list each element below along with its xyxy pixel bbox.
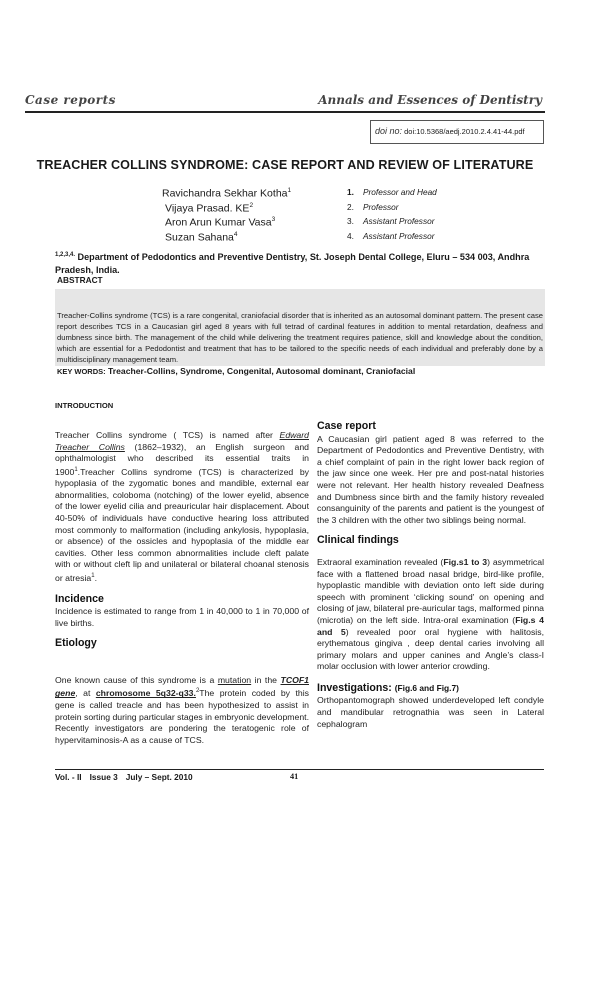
figure-ref: Fig.s 4 and 5 bbox=[317, 614, 544, 637]
article-title: TREACHER COLLINS SYNDROME: CASE REPORT AND REVIEW OF LITERATURE bbox=[36, 158, 534, 172]
etiology-heading: Etiology bbox=[55, 637, 97, 650]
doi-value: doi:10.5368/aedj.2010.2.4.41-44.pdf bbox=[404, 127, 525, 136]
position-item: 4. Assistant Professor bbox=[347, 230, 435, 241]
running-header-journal: Annals and Essences of Dentistry bbox=[318, 93, 542, 107]
doi-box bbox=[370, 120, 544, 144]
footer-rule bbox=[55, 769, 544, 770]
figure-ref: Fig.s1 to 3 bbox=[443, 556, 488, 567]
introduction-paragraph: Treacher Collins syndrome ( TCS) is named after Edward Treacher Collins (1862–1932), an English surgeon and ophthalmologist who described its essential traits in 1900$^1$.Treacher Collins syndrome (TCS) is characterized by hypoplasia of the zygomatic bones and mandible, external ear abnormalities, coloboma (notching) of the lower eyelid, absence of the lower eyelid cilia and preauricular hair displacement. About 40-50% of individuals have conductive hearing loss attributed most commonly to malformation (including ankylosis, hypoplasia, or absence) of the ossicles and hypoplasia of the middle ear cavities. Other less common abnormalities include cleft palate with or without cleft lip and unilateral or bilateral choanal stenosis or atresia$^1$. bbox=[55, 430, 309, 583]
case-report-heading: Case report bbox=[317, 420, 376, 432]
investigations-paragraph: Orthopantomograph showed underdeveloped left condyle and mandibular retrognathia was seen in Lateral cephalogram bbox=[317, 695, 544, 729]
etiology-paragraph: One known cause of this syndrome is a mutation in the TCOF1 gene, at chromosome 5q32-q33.$^2$The protein coded by this gene is called treacle and has been hypothesized to assist in protein sorting during particular stages in embryonic development. Recently investigators are pondering the teratogenic role of hypervitaminosis-A as a cause of TCS. bbox=[55, 674, 310, 745]
affiliation: $^{1,2,3,4.}$ Department of Pedodontics and Preventive Dentistry, St. Joseph Dental College, Eluru – 534 003, Andhra Pradesh, India. bbox=[55, 252, 530, 276]
case-report-paragraph: A Caucasian girl patient aged 8 was referred to the Department of Pedodontics and Preventive Dentistry, with a chief complaint of pain in the right lower back region of the jaw since one week. Her pre and post-natal histories were not relevant. Her health history revealed Deafness and Dumbness since birth and the family history revealed consanguinity of the parents and patient is the youngest of the 3 children with the other two siblings being normal. bbox=[317, 433, 544, 525]
author-item: Vijaya Prasad. $KE^2$ bbox=[165, 201, 254, 214]
header-rule bbox=[25, 111, 545, 113]
investigations-heading: Investigations: (Fig.6 and Fig.7) bbox=[317, 681, 459, 694]
collins-link[interactable]: Edward Treacher Collins bbox=[55, 430, 309, 452]
clinical-findings-paragraph: Extraoral examination revealed (Fig.s1 to 3) asymmetrical face with a flattened broad nasal bridge, bird-like profile, hypoplastic mandible with deviation onto left side during speech with prominent ‘clicking sound’ on opening and closing of jaw, bilateral pre-auricular tags, malformed pinna (microtia) on the left side. Intra-oral examination (Fig.s 4 and 5) revealed poor oral hygiene with halitosis, erythematous gingiva , deep dental caries involving all primary molars and upper canines and Angle’s class-I molar occlusion with lower anterior crowding. bbox=[317, 556, 544, 672]
incidence-heading: Incidence bbox=[55, 592, 104, 605]
keywords: KEY WORDS: Treacher-Collins, Syndrome, Congenital, Autosomal dominant, Craniofacial bbox=[57, 366, 416, 376]
right-column bbox=[317, 421, 544, 730]
chromosome-link[interactable]: chromosome 5q32-q33. bbox=[95, 688, 196, 699]
author-positions bbox=[347, 185, 437, 243]
incidence-paragraph: Incidence is estimated to range from 1 in 40,000 to 1 in 70,000 of live births. bbox=[55, 606, 309, 628]
position-item: 1. Professor and Head bbox=[347, 187, 437, 197]
author-item: Aron Arun Kumar Vasa$^3$ bbox=[165, 216, 276, 229]
clinical-findings-heading: Clinical findings bbox=[317, 534, 399, 547]
left-column bbox=[55, 420, 309, 746]
mutation-link[interactable]: mutation bbox=[217, 674, 252, 685]
footer-issue-info: Vol. - II Issue 3 July – Sept. 2010 bbox=[55, 772, 193, 782]
gene-link[interactable]: TCOF1 gene bbox=[55, 674, 309, 699]
abstract-text: Treacher-Collins syndrome (TCS) is a rare congenital, craniofacial disorder that is inherited as an autosomal dominant pattern. The present case report describes TCS in a Caucasian girl aged 8 years with full tetrad of cardinal features in addition to mental retardation, deafness and dumbness since birth. The management of the child while delivering the treatment requires patience, skill and knowledge about the condition, which are essential for a Pedodontist and treatment that has to be tailored to the specific needs of each individual and preferably done by a multidisciplinary management team. bbox=[57, 311, 543, 365]
author-item: Suzan Sahana$^4$ bbox=[165, 230, 238, 243]
abstract-heading: ABSTRACT bbox=[57, 275, 103, 285]
position-item: 3. Assistant Professor bbox=[347, 216, 435, 226]
doi-label: doi no: bbox=[375, 126, 403, 136]
position-item: 2. Professor bbox=[347, 201, 399, 212]
author-item: Ravichandra Sekhar Kotha$^1$ bbox=[162, 187, 292, 200]
page-number: 41 bbox=[290, 772, 299, 781]
author-list bbox=[162, 184, 291, 242]
running-header-section: Case reports bbox=[25, 93, 116, 107]
introduction-heading: INTRODUCTION bbox=[55, 401, 114, 410]
